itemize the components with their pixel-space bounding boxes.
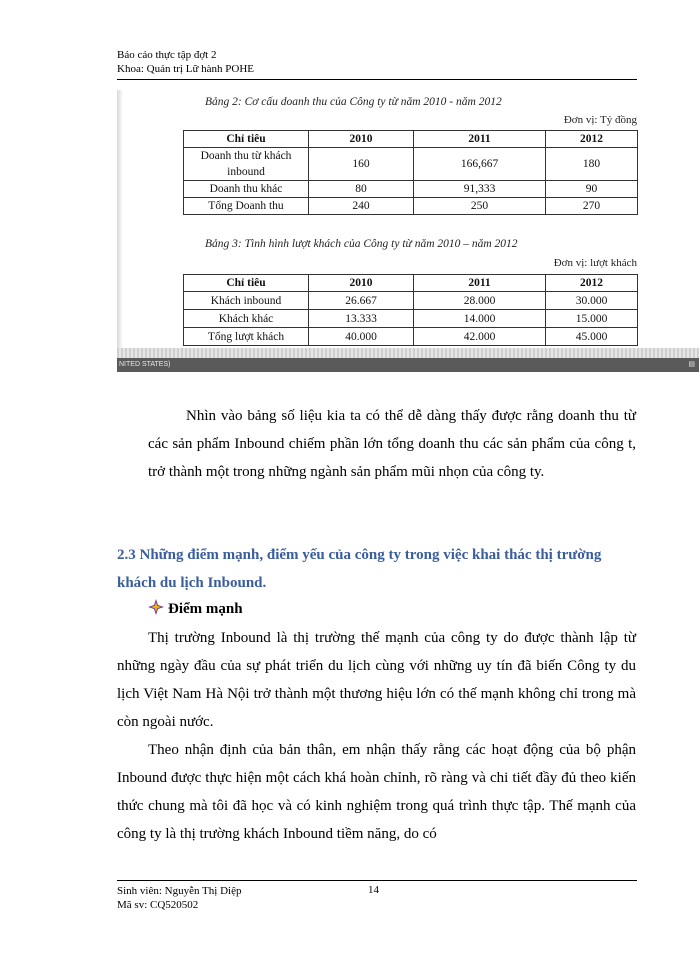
scanned-image xyxy=(117,90,699,380)
paragraph-analysis: Nhìn vào bảng số liệu kia ta có thể dễ dàng thấy được rằng doanh thu từ các sản phẩm Inbound chiếm phần lớn tổng doanh thu các sản phẩm của công t, trở thành một trong những ngành sản phẩm mũi nhọn của công ty. xyxy=(148,408,636,480)
star-bullet-icon xyxy=(148,599,164,615)
table-cell: 270 xyxy=(546,198,638,215)
table-cell: 240 xyxy=(309,198,414,215)
table-header-cell: 2010 xyxy=(309,275,414,292)
table-cell: 15.000 xyxy=(546,310,638,328)
table-cell: 42.000 xyxy=(414,328,546,346)
strength-heading xyxy=(148,598,243,620)
table-cell: Khách inbound xyxy=(184,292,309,310)
table-header-cell: Chỉ tiêu xyxy=(184,131,309,148)
section-heading: 2.3 Những điểm mạnh, điểm yếu của công ty trong việc khai thác thị trường khách du lịch Inbound. xyxy=(117,547,602,591)
table-cell: Khách khác xyxy=(184,310,309,328)
table-row xyxy=(184,292,638,310)
strength-heading-text: Điểm mạnh xyxy=(168,601,243,617)
page-number: 14 xyxy=(368,884,379,896)
revenue-table xyxy=(183,130,638,215)
paragraph-assessment: Theo nhận định của bản thân, em nhận thấy rằng các hoạt động của bộ phận Inbound được thực hiện một cách khá hoàn chỉnh, rõ ràng và chi tiết đầy đủ theo kiến thức chung mà tôi đã học và có kinh nghiệm trong quá trình thực tập. Thế mạnh của công ty là thị trường khách Inbound tiềm năng, do có xyxy=(117,742,636,842)
table-cell: 160 xyxy=(309,148,414,181)
table-cell: Doanh thu khác xyxy=(184,181,309,198)
footer-student: Sinh viên: Nguyễn Thị Diệp xyxy=(117,885,242,897)
table-header-row xyxy=(184,275,638,292)
table-cell: 13.333 xyxy=(309,310,414,328)
status-layout-icon: ▤ xyxy=(688,361,695,368)
table-header-cell: 2012 xyxy=(546,275,638,292)
table-cell: 26.667 xyxy=(309,292,414,310)
table-cell: 91,333 xyxy=(414,181,546,198)
table-cell: 90 xyxy=(546,181,638,198)
table-cell: Doanh thu từ khách inbound xyxy=(184,148,309,181)
paragraph-strength-market: Thị trường Inbound là thị trường thế mạnh của công ty do được thành lập từ những ngày đầu của sự phát triển du lịch cùng với những uy tín đã biến Công ty du lịch Việt Nam Hà Nội trở thành một thương hiệu lớn có thế mạnh không chỉ trong mà còn ngoài nước. xyxy=(117,630,636,730)
table2-caption: Bảng 2: Cơ cấu doanh thu của Công ty từ năm 2010 - năm 2012 xyxy=(205,96,502,108)
header-report-title: Báo cáo thực tập đợt 2 xyxy=(117,49,217,61)
footer-rule xyxy=(117,880,637,881)
header-faculty: Khoa: Quản trị Lữ hành POHE xyxy=(117,63,255,75)
table-cell: Tổng Doanh thu xyxy=(184,198,309,215)
scan-left-shade xyxy=(117,90,123,358)
table-cell: 40.000 xyxy=(309,328,414,346)
table-cell: 28.000 xyxy=(414,292,546,310)
table-row xyxy=(184,328,638,346)
header-rule xyxy=(117,79,637,80)
table-header-row xyxy=(184,131,638,148)
footer-student-id: Mã sv: CQ520502 xyxy=(117,899,199,911)
table-cell: 30.000 xyxy=(546,292,638,310)
table-header-cell: 2011 xyxy=(414,275,546,292)
table-header-cell: 2012 xyxy=(546,131,638,148)
scan-content xyxy=(117,90,699,358)
table-cell: 250 xyxy=(414,198,546,215)
table3-unit: Đơn vị: lượt khách xyxy=(553,257,637,269)
table-header-cell: 2011 xyxy=(414,131,546,148)
table-row xyxy=(184,198,638,215)
visitors-table xyxy=(183,274,638,346)
table-cell: 45.000 xyxy=(546,328,638,346)
table-cell: 180 xyxy=(546,148,638,181)
status-language: NITED STATES) xyxy=(119,361,171,368)
scan-status-bar xyxy=(117,358,699,372)
table-cell: 14.000 xyxy=(414,310,546,328)
table-header-cell: 2010 xyxy=(309,131,414,148)
page-header xyxy=(117,48,637,76)
scan-texture-strip xyxy=(117,348,699,358)
table-cell: 80 xyxy=(309,181,414,198)
page-footer xyxy=(117,884,241,912)
table-cell: Tổng lượt khách xyxy=(184,328,309,346)
table-cell: 166,667 xyxy=(414,148,546,181)
table-header-cell: Chỉ tiêu xyxy=(184,275,309,292)
table2-unit: Đơn vị: Tỷ đồng xyxy=(563,114,637,126)
table3-caption: Bảng 3: Tình hình lượt khách của Công ty từ năm 2010 – năm 2012 xyxy=(205,238,518,250)
table-row xyxy=(184,181,638,198)
table-row xyxy=(184,310,638,328)
table-row xyxy=(184,148,638,181)
